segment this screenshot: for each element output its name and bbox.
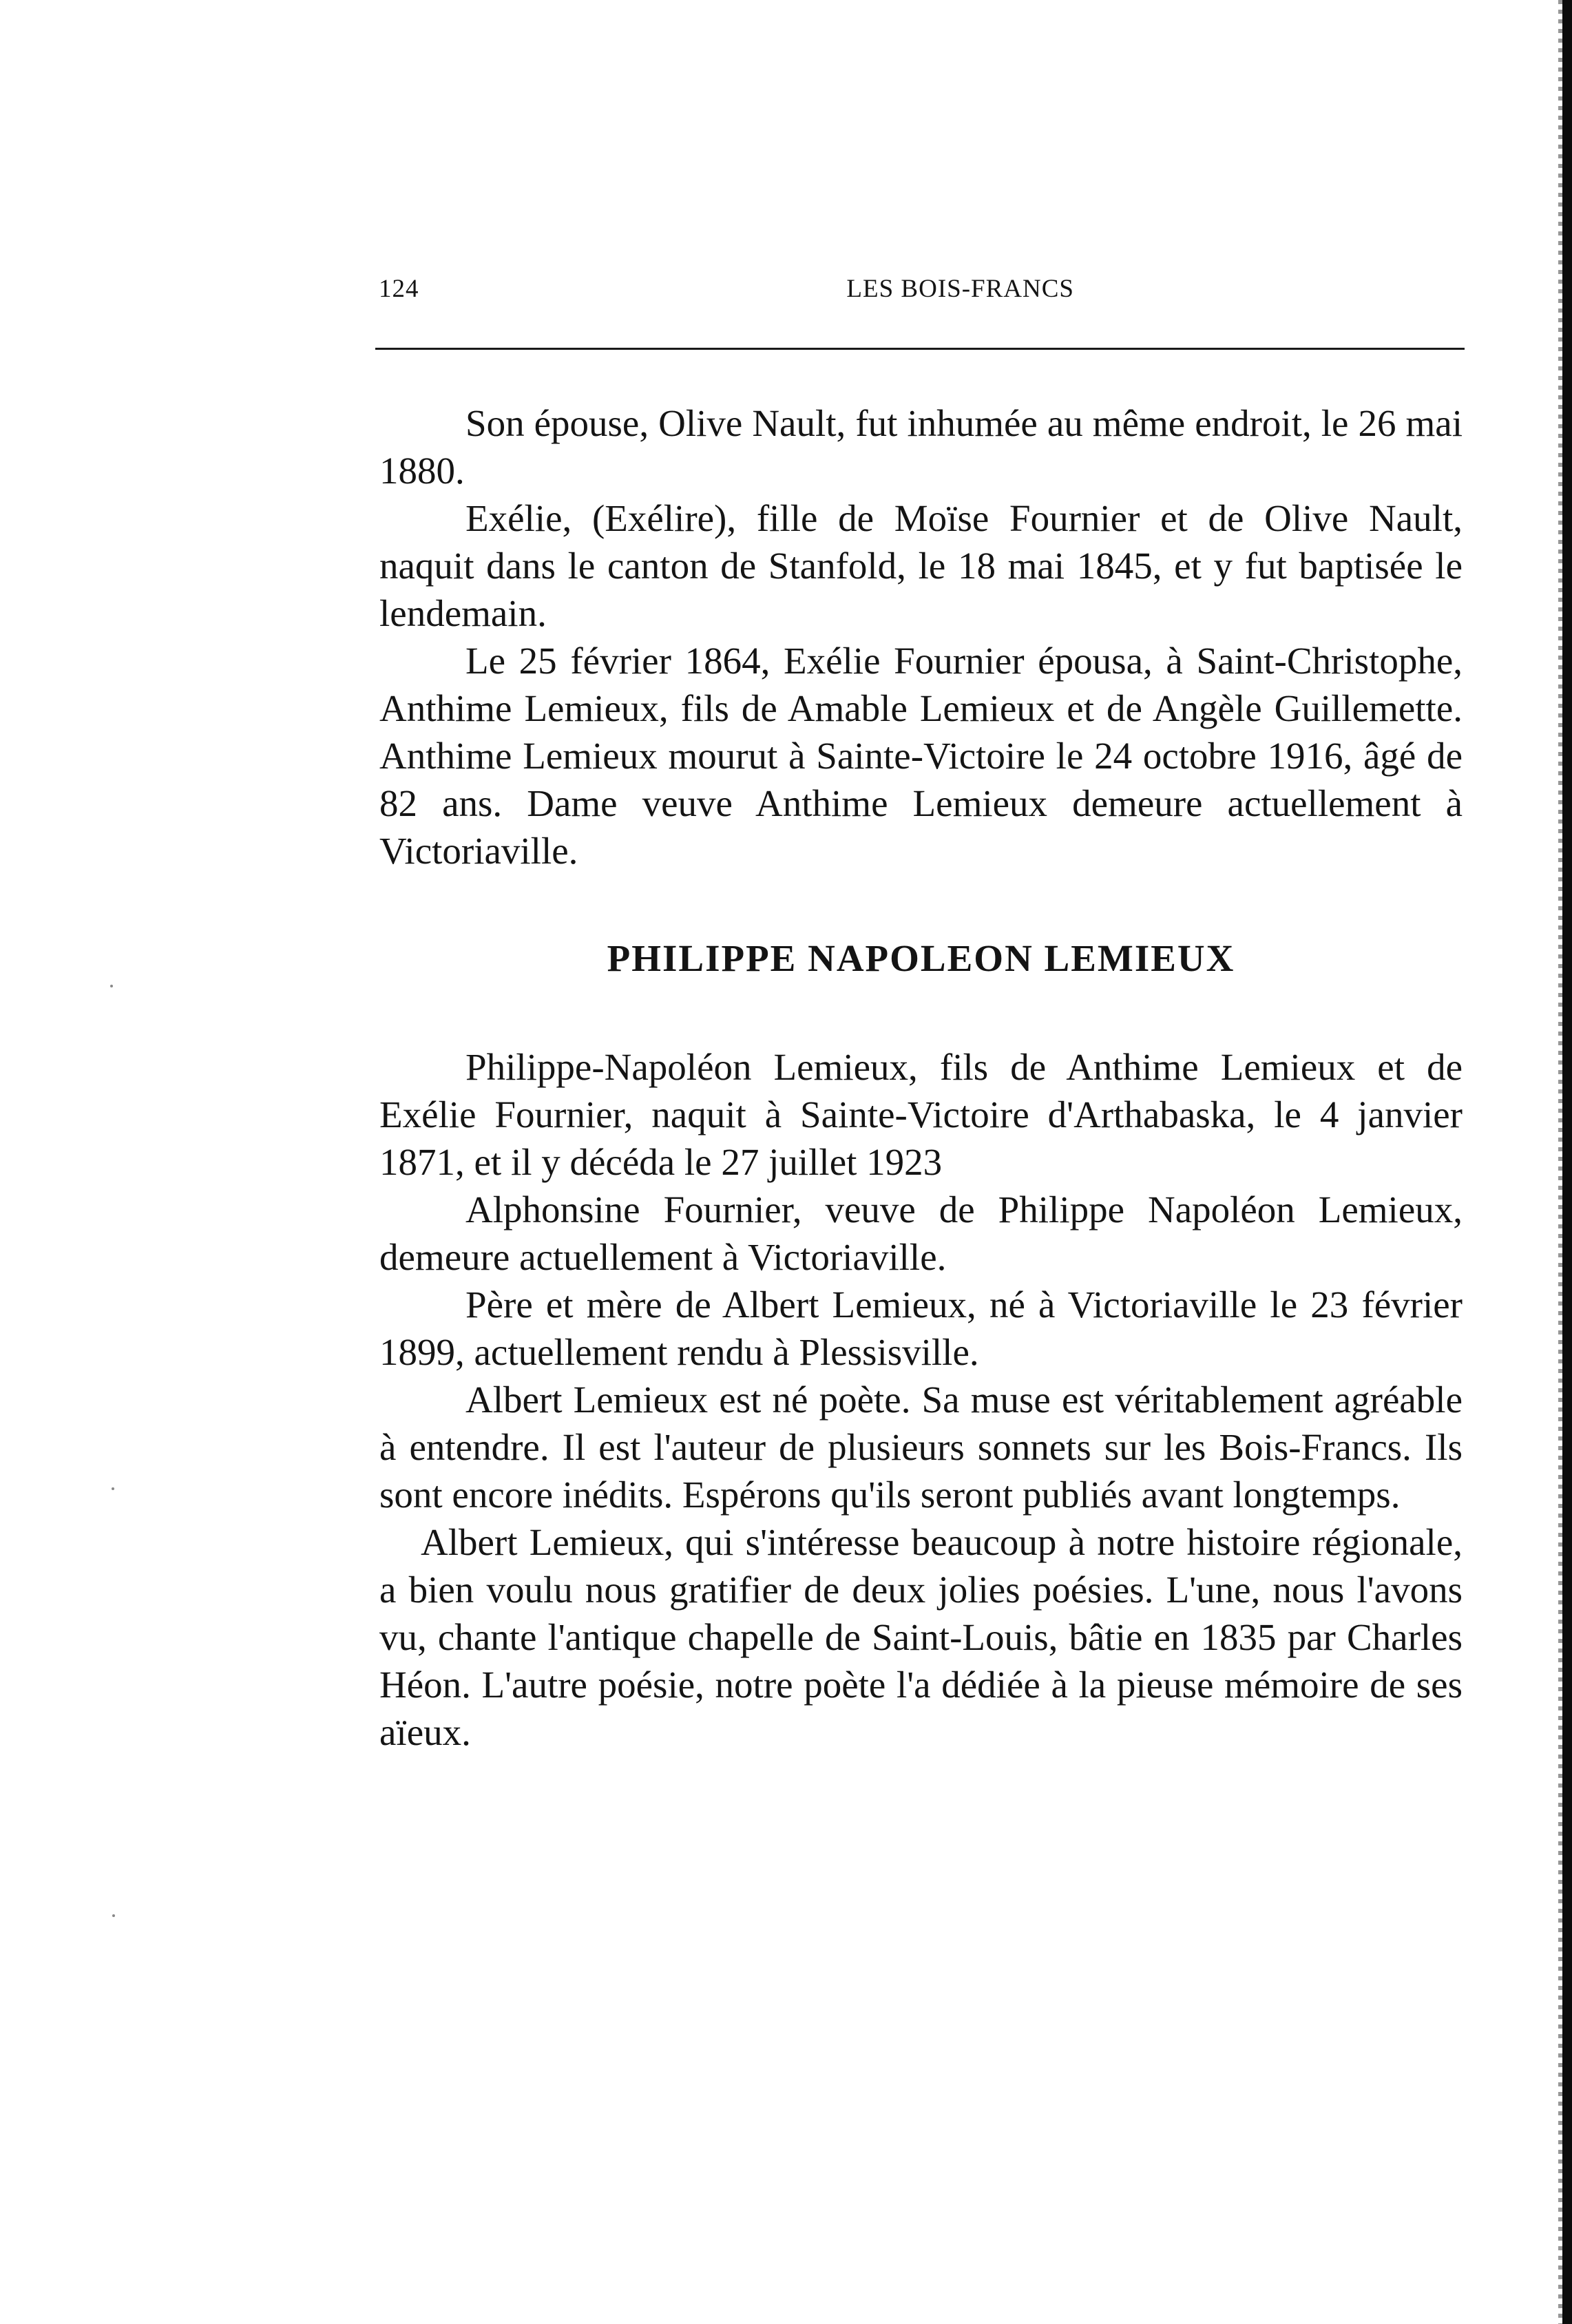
gutter-edge: [1562, 0, 1572, 2324]
paragraph: Le 25 février 1864, Exélie Fournier épousa, à Saint-Christophe, Anthime Lemieux, fils de Amable Lemieux et de Angèle Guillemette. Anthime Lemieux mourut à Sainte-Victoire le 24 octobre 1916, âgé de 82 ans. Dame veuve Anthime Lemieux demeure actuellement à Victoriaville.: [379, 640, 1463, 872]
running-title: LES BOIS-FRANCS: [846, 275, 1074, 303]
paragraph: Philippe-Napoléon Lemieux, fils de Anthime Lemieux et de Exélie Fournier, naquit à Sainte-Victoire d'Arthabaska, le 4 janvier 1871, et il y décéda le 27 juillet 1923: [379, 1046, 1463, 1183]
scan-speck: [112, 1914, 115, 1917]
paragraph: Père et mère de Albert Lemieux, né à Victoriaville le 23 février 1899, actuellement rendu à Plessisville.: [379, 1284, 1463, 1373]
paragraph: Alphonsine Fournier, veuve de Philippe Napoléon Lemieux, demeure actuellement à Victoriaville.: [379, 1189, 1463, 1278]
scan-speck: [110, 985, 113, 987]
paragraph: Exélie, (Exélire), fille de Moïse Fournier et de Olive Nault, naquit dans le canton de Stanfold, le 18 mai 1845, et y fut baptisée le lendemain.: [379, 497, 1463, 634]
paragraph: Albert Lemieux est né poète. Sa muse est véritablement agréable à entendre. Il est l'auteur de plusieurs sonnets sur les Bois-Francs. Ils sont encore inédits. Espérons qu'ils seront publiés avant longtemps.: [379, 1379, 1463, 1516]
paragraph: Albert Lemieux, qui s'intéresse beaucoup à notre histoire régionale, a bien voulu nous gratifier de deux jolies poésies. L'une, nous l'avons vu, chante l'antique chapelle de Saint-Louis, bâtie en 1835 par Charles Héon. L'autre poésie, notre poète l'a dédiée à la pieuse mémoire de ses aïeux.: [379, 1521, 1463, 1753]
section-heading: PHILIPPE NAPOLEON LEMIEUX: [607, 937, 1235, 979]
page-number: 124: [379, 275, 419, 303]
body-text: [379, 399, 1463, 1756]
paragraph: Son épouse, Olive Nault, fut inhumée au même endroit, le 26 mai 1880.: [379, 402, 1463, 492]
scan-speck: [112, 1487, 114, 1490]
running-head: [379, 274, 1460, 308]
header-rule: [375, 348, 1465, 350]
